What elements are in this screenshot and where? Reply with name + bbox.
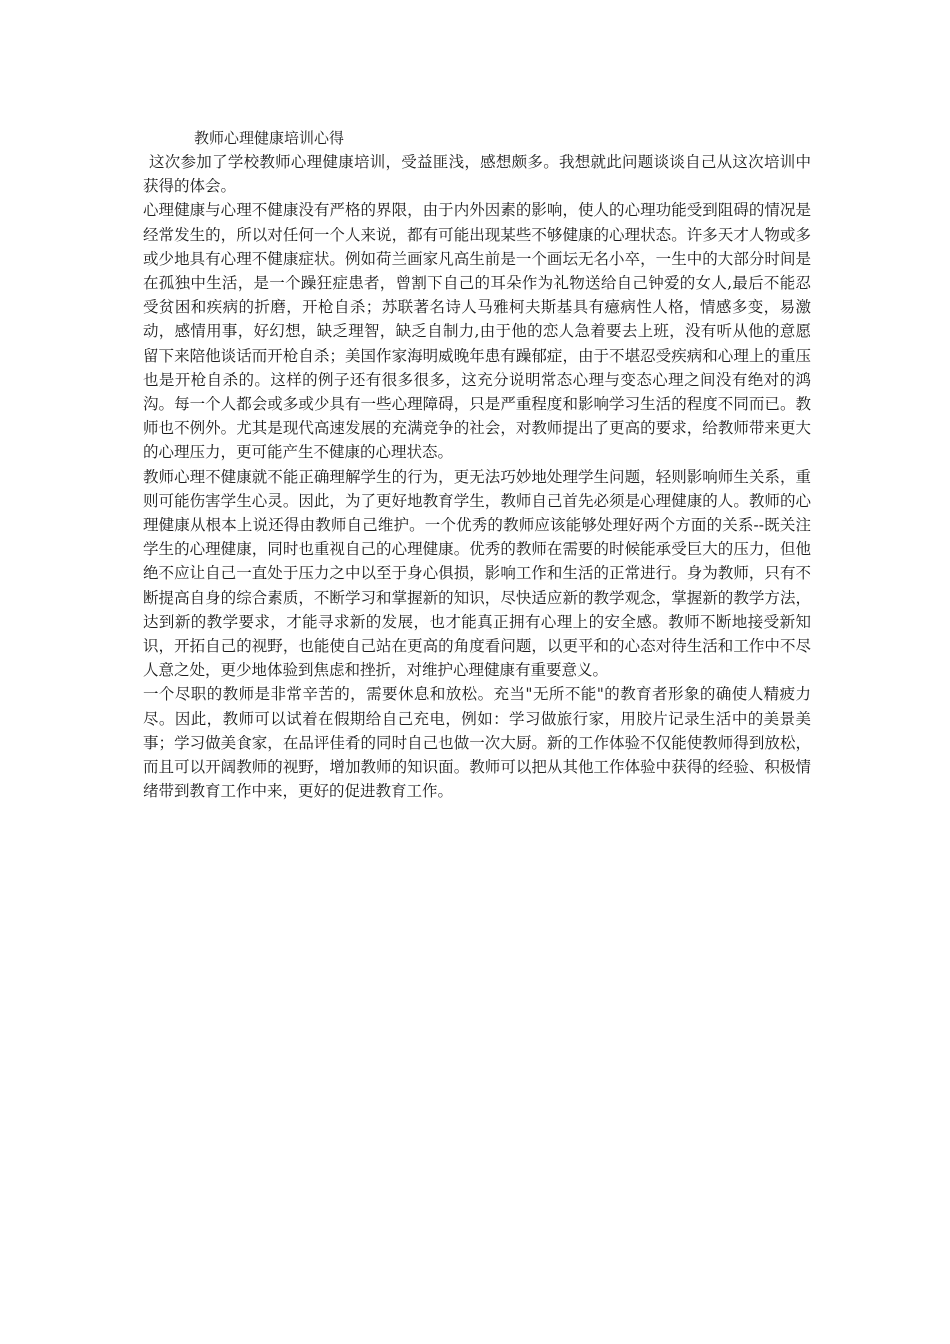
document-title: 教师心理健康培训心得 — [194, 129, 345, 147]
paragraph-intro: 这次参加了学校教师心理健康培训，受益匪浅，感想颇多。我想就此问题谈谈自己从这次培训中获得的体会。 — [143, 153, 811, 196]
document-body — [143, 126, 811, 803]
paragraph-mental-health-boundary: 心理健康与心理不健康没有严格的界限，由于内外因素的影响，使人的心理功能受到阻碍的情况是经常发生的，所以对任何一个人来说，都有可能出现某些不够健康的心理状态。许多天才人物或多或少地具有心理不健康症状。例如荷兰画家凡高生前是一个画坛无名小卒，一生中的大部分时间是在孤独中生活，是一个躁狂症患者，曾割下自己的耳朵作为礼物送给自己钟爱的女人,最后不能忍受贫困和疾病的折磨，开枪自杀；苏联著名诗人马雅柯夫斯基具有癔病性人格，情感多变，易激动，感情用事，好幻想，缺乏理智，缺乏自制力,由于他的恋人急着要去上班，没有听从他的意愿留下来陪他谈话而开枪自杀；美国作家海明威晚年患有躁郁症，由于不堪忍受疾病和心理上的重压也是开枪自杀的。这样的例子还有很多很多，这充分说明常态心理与变态心理之间没有绝对的鸿沟。每一个人都会或多或少具有一些心理障碍，只是严重程度和影响学习生活的程度不同而已。教师也不例外。尤其是现代高速发展的充满竞争的社会，对教师提出了更高的要求，给教师带来更大的心理压力，更可能产生不健康的心理状态。 — [143, 201, 811, 462]
paragraph-rest-and-relax: 一个尽职的教师是非常辛苦的，需要休息和放松。充当"无所不能"的教育者形象的确使人精疲力尽。因此，教师可以试着在假期给自己充电，例如：学习做旅行家，用胶片记录生活中的美景美事；学习做美食家，在品评佳肴的同时自己也做一次大厨。新的工作体验不仅能使教师得到放松，而且可以开阔教师的视野，增加教师的知识面。教师可以把从其他工作体验中获得的经验、积极情绪带到教育工作中来，更好的促进教育工作。 — [143, 685, 811, 801]
paragraph-teacher-self-care: 教师心理不健康就不能正确理解学生的行为，更无法巧妙地处理学生问题，轻则影响师生关系，重则可能伤害学生心灵。因此，为了更好地教育学生，教师自己首先必须是心理健康的人。教师的心理健康从根本上说还得由教师自己维护。一个优秀的教师应该能够处理好两个方面的关系--既关注学生的心理健康，同时也重视自己的心理健康。优秀的教师在需要的时候能承受巨大的压力，但他绝不应让自己一直处于压力之中以至于身心俱损，影响工作和生活的正常进行。身为教师，只有不断提高自身的综合素质，不断学习和掌握新的知识，尽快适应新的教学观念，掌握新的教学方法，达到新的教学要求，才能寻求新的发展，也才能真正拥有心理上的安全感。教师不断地接受新知识，开拓自己的视野，也能使自己站在更高的角度看问题，以更平和的心态对待生活和工作中不尽人意之处，更少地体验到焦虑和挫折，对维护心理健康有重要意义。 — [143, 467, 811, 680]
